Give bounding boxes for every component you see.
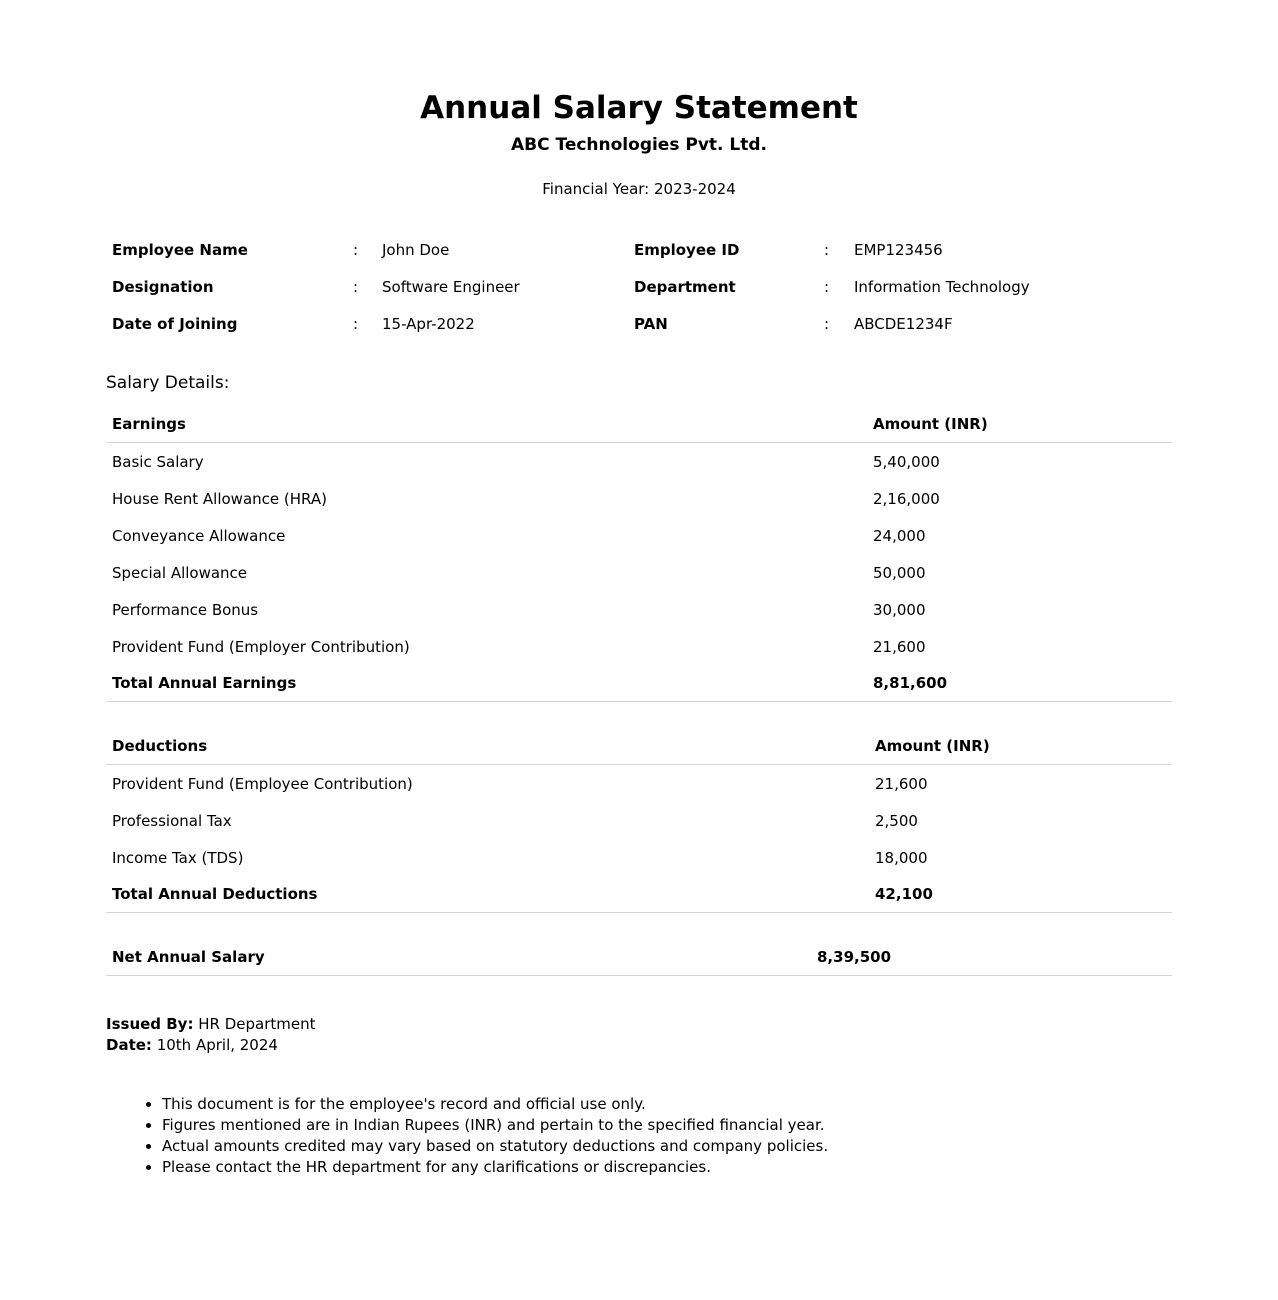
net-salary-row [106, 939, 1172, 976]
salary-details-heading: Salary Details: [106, 373, 230, 393]
separator: : [353, 241, 359, 259]
issue-date-value: 10th April, 2024 [156, 1036, 278, 1054]
earning-name: Basic Salary [112, 452, 204, 471]
deduction-amount: 18,000 [875, 848, 928, 867]
total-earnings-amount: 8,81,600 [867, 665, 1172, 702]
page-title: Annual Salary Statement [420, 90, 858, 126]
earning-amount: 50,000 [873, 563, 926, 582]
separator: : [824, 241, 830, 259]
list-item: • Figures mentioned are in Indian Rupees (INR) and pertain to the specified financial year. [162, 1115, 828, 1136]
table-row [106, 765, 1172, 803]
earning-amount: 2,16,000 [873, 489, 940, 508]
employee-info-row [106, 233, 1172, 270]
earnings-total-row [106, 665, 1172, 702]
earning-amount: 21,600 [873, 637, 926, 656]
earning-name: Performance Bonus [112, 600, 259, 619]
issuance-block [106, 1014, 316, 1056]
table-row [106, 517, 1172, 554]
table-row [106, 443, 1172, 481]
earnings-table [106, 406, 1172, 702]
separator: : [353, 315, 359, 333]
deductions-table [106, 728, 1172, 913]
designation-value: Software Engineer [382, 278, 520, 296]
table-row [106, 480, 1172, 517]
deductions-total-row [106, 876, 1172, 913]
employee-id-label: Employee ID [634, 241, 740, 259]
deduction-name: Professional Tax [112, 811, 232, 830]
date-of-joining-value: 15-Apr-2022 [382, 315, 475, 333]
separator: : [824, 278, 830, 296]
issue-date-label: Date: [106, 1036, 152, 1054]
table-row [106, 839, 1172, 876]
pan-value: ABCDE1234F [854, 315, 953, 333]
deductions-header: Deductions [106, 728, 869, 765]
employee-info-row [106, 307, 1172, 344]
employee-name-value: John Doe [382, 241, 450, 259]
designation-label: Designation [112, 278, 214, 296]
earnings-header: Earnings [106, 406, 867, 443]
earning-name: Conveyance Allowance [112, 526, 286, 545]
total-deductions-label: Total Annual Deductions [106, 876, 869, 913]
table-row [106, 554, 1172, 591]
issued-by [106, 1014, 316, 1035]
employee-id-value: EMP123456 [854, 241, 943, 259]
financial-year: Financial Year: 2023-2024 [542, 180, 736, 198]
earning-amount: 24,000 [873, 526, 926, 545]
deduction-amount: 2,500 [875, 811, 918, 830]
earnings-header-row [106, 406, 1172, 443]
issued-by-label: Issued By: [106, 1015, 194, 1033]
earning-name: Special Allowance [112, 563, 248, 582]
net-salary-label: Net Annual Salary [112, 948, 265, 966]
company-name: ABC Technologies Pvt. Ltd. [510, 135, 768, 155]
deductions-header-row [106, 728, 1172, 765]
total-deductions-amount: 42,100 [869, 876, 1172, 913]
employee-name-label: Employee Name [112, 241, 248, 259]
pan-label: PAN [634, 315, 668, 333]
list-item: • This document is for the employee's record and official use only. [162, 1094, 828, 1115]
employee-info-row [106, 270, 1172, 307]
earning-amount: 5,40,000 [873, 452, 940, 471]
employee-info [106, 233, 1172, 344]
list-item: • Please contact the HR department for any clarifications or discrepancies. [162, 1157, 828, 1178]
total-earnings-label: Total Annual Earnings [106, 665, 867, 702]
earning-amount: 30,000 [873, 600, 926, 619]
net-salary-amount: 8,39,500 [817, 948, 892, 966]
list-item: • Actual amounts credited may vary based on statutory deductions and company policies. [162, 1136, 828, 1157]
department-label: Department [634, 278, 736, 296]
date-of-joining-label: Date of Joining [112, 315, 238, 333]
earning-name: Provident Fund (Employer Contribution) [112, 637, 410, 656]
earning-name: House Rent Allowance (HRA) [112, 489, 327, 508]
amount-header: Amount (INR) [869, 728, 1172, 765]
table-row [106, 802, 1172, 839]
amount-header: Amount (INR) [867, 406, 1172, 443]
deduction-amount: 21,600 [875, 774, 928, 793]
issued-by-value: HR Department [198, 1015, 316, 1033]
table-row [106, 628, 1172, 665]
deduction-name: Provident Fund (Employee Contribution) [112, 774, 413, 793]
separator: : [824, 315, 830, 333]
separator: : [353, 278, 359, 296]
deduction-name: Income Tax (TDS) [112, 848, 244, 867]
table-row [106, 591, 1172, 628]
department-value: Information Technology [854, 278, 1030, 296]
notes-list [106, 1094, 828, 1178]
issue-date [106, 1035, 316, 1056]
